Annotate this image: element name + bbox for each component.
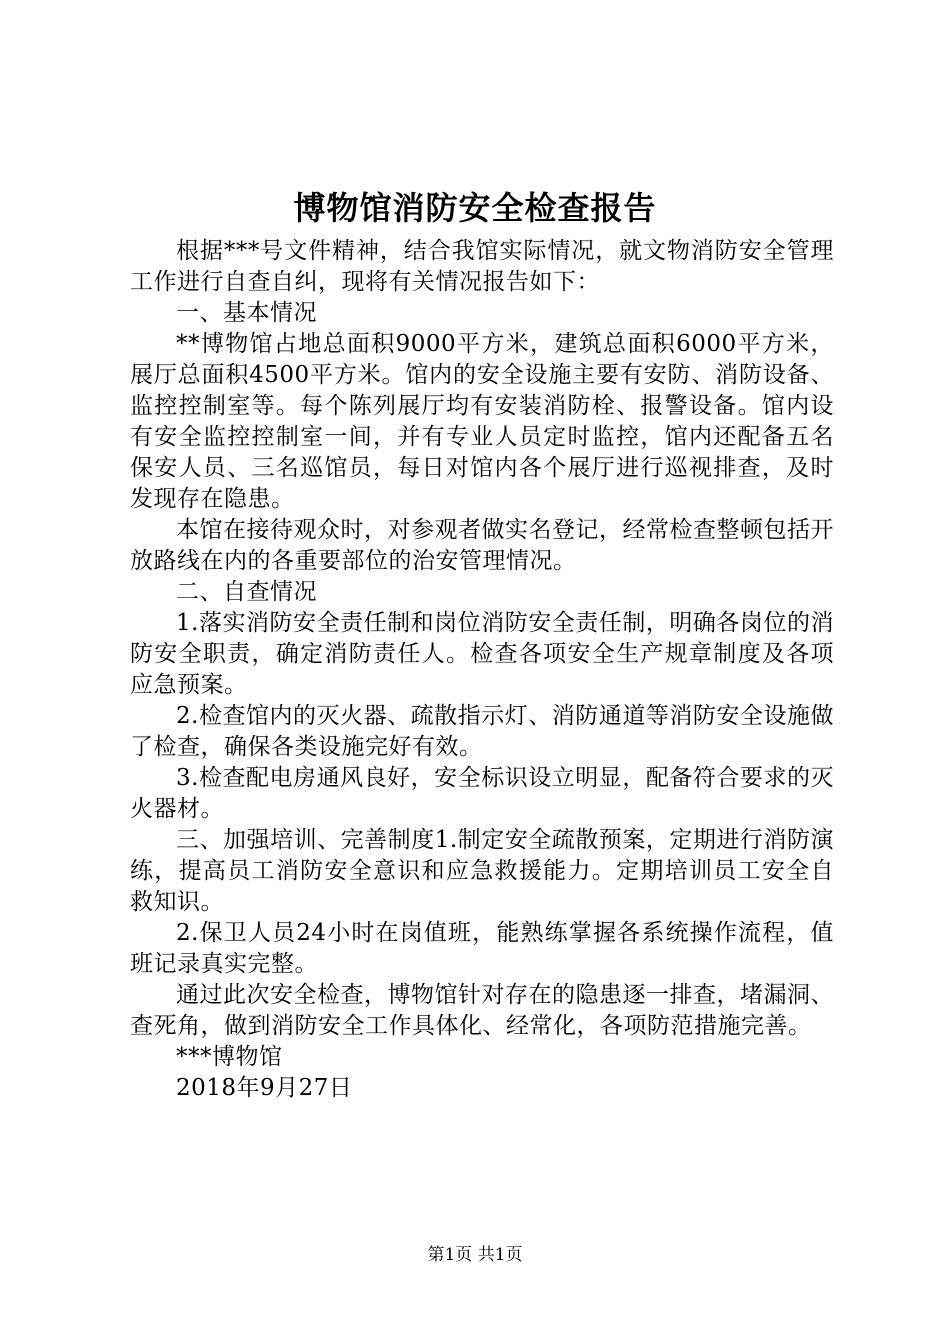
section-heading-basic: 一、基本情况 xyxy=(176,300,317,326)
paragraph-basic-info: **博物馆占地总面积9000平方米，建筑总面积6000平方米，展厅总面积4500平方米。馆内的安全设施主要有安防、消防设备、监控控制室等。每个陈列展厅均有安装消防栓、报警设备。馆内设有安全监控控制室一间，并有专业人员定时监控，馆内还配备五名保安人员、三名巡馆员，每日对馆内各个展厅进行巡视排查，及时发现存在隐患。 xyxy=(130,331,834,512)
paragraph-intro: 根据***号文件精神，结合我馆实际情况，就文物消防安全管理工作进行自查自纠，现将有关情况报告如下： xyxy=(130,238,834,295)
document-body xyxy=(130,236,834,1104)
paragraph-check-item-1: 1.落实消防安全责任制和岗位消防安全责任制，明确各岗位的消防安全职责，确定消防责任人。检查各项安全生产规章制度及各项应急预案。 xyxy=(130,610,834,698)
signature-date: 2018年9月27日 xyxy=(176,1075,353,1101)
paragraph-check-item-2: 2.检查馆内的灭火器、疏散指示灯、消防通道等消防安全设施做了检查，确保各类设施完好有效。 xyxy=(130,703,834,760)
paragraph-training: 三、加强培训、完善制度1.制定安全疏散预案，定期进行消防演练，提高员工消防安全意识和应急救援能力。定期培训员工安全自救知识。 xyxy=(130,827,834,915)
paragraph-duty: 2.保卫人员24小时在岗值班，能熟练掌握各系统操作流程，值班记录真实完整。 xyxy=(130,920,834,977)
paragraph-check-item-3: 3.检查配电房通风良好，安全标识设立明显，配备符合要求的灭火器材。 xyxy=(130,765,834,822)
page-footer: 第1页 共1页 xyxy=(427,1245,523,1265)
section-heading-self-check: 二、自查情况 xyxy=(176,579,317,605)
paragraph-conclusion: 通过此次安全检查，博物馆针对存在的隐患逐一排查，堵漏洞、查死角，做到消防安全工作具体化、经常化，各项防范措施完善。 xyxy=(130,982,834,1039)
paragraph-visitor-registration: 本馆在接待观众时，对参观者做实名登记，经常检查整顿包括开放路线在内的各重要部位的治安管理情况。 xyxy=(130,517,834,574)
signature-organization: ***博物馆 xyxy=(176,1044,283,1070)
document-title: 博物馆消防安全检查报告 xyxy=(293,189,657,227)
